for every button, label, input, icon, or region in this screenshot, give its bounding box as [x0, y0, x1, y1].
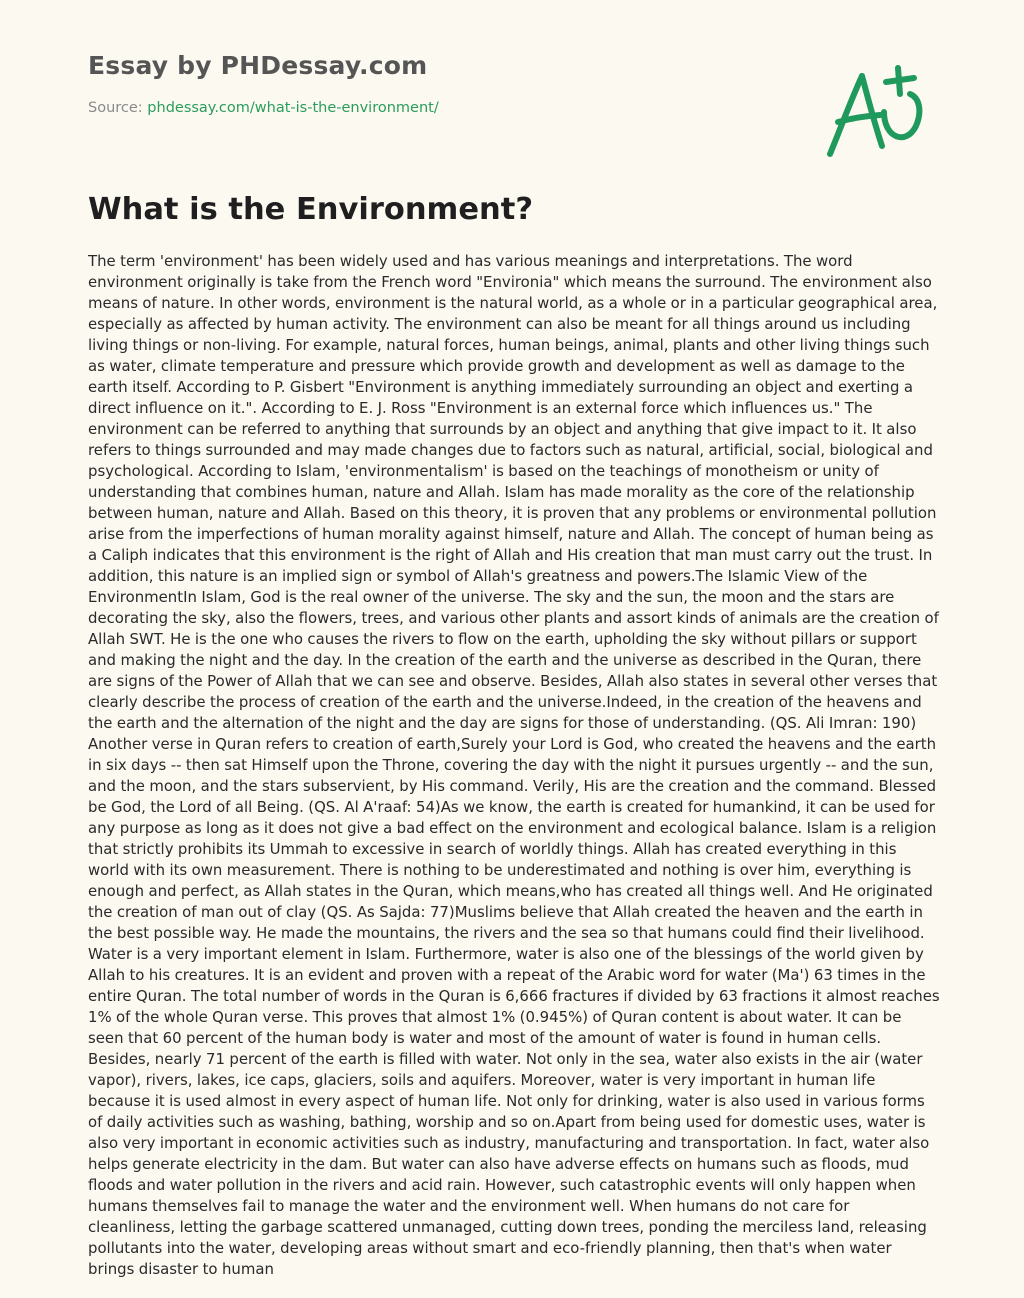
page-header — [88, 48, 788, 118]
a-plus-grade-icon — [822, 60, 932, 160]
source-label: Source: — [88, 100, 143, 116]
source-link[interactable]: phdessay.com/what-is-the-environment/ — [147, 100, 439, 116]
site-title: Essay by PHDessay.com — [88, 51, 428, 80]
article-title: What is the Environment? — [88, 192, 534, 227]
source-line — [88, 98, 788, 118]
article-body: The term 'environment' has been widely used and has various meanings and interpretations. The word environment originally is take from the French word "Environia" which means the surround. The environment also means of nature. In other words, environment is the natural world, as a whole or in a particular geographical area, especially as affected by human activity. The environment can also be meant for all things around us including living things or non-living. For example, natural forces, human beings, animal, plants and other living things such as water, climate temperature and pressure which provide growth and development as well as damage to the earth itself. According to P. Gisbert "Environment is anything immediately surrounding an object and exerting a direct influence on it.". According to E. J. Ross "Environment is an external force which influences us." The environment can be referred to anything that surrounds by an object and anything that give impact to it. It also refers to things surrounded and may made changes due to factors such as natural, artificial, social, biological and psychological. According to Islam, 'environmentalism' is based on the teachings of monotheism or unity of understanding that combines human, nature and Allah. Islam has made morality as the core of the relationship between human, nature and Allah. Based on this theory, it is proven that any problems or environmental pollution arise from the imperfections of human morality against himself, nature and Allah. The concept of human being as a Caliph indicates that this environment is the right of Allah and His creation that man must carry out the trust. In addition, this nature is an implied sign or symbol of Allah's greatness and powers.The Islamic View of the EnvironmentIn Islam, God is the real owner of the universe. The sky and the sun, the moon and the stars are decorating the sky, also the flowers, trees, and various other plants and assort kinds of animals are the creation of Allah SWT. He is the one who causes the rivers to flow on the earth, upholding the sky without pillars or support and making the night and the day. In the creation of the earth and the universe as described in the Quran, there are signs of the Power of Allah that we can see and observe. Besides, Allah also states in several other verses that clearly describe the process of creation of the earth and the universe.Indeed, in the creation of the heavens and the earth and the alternation of the night and the day are signs for those of understanding. (QS. Ali Imran: 190) Another verse in Quran refers to creation of earth,Surely your Lord is God, who created the heavens and the earth in six days -- then sat Himself upon the Throne, covering the day with the night it pursues urgently -- and the sun, and the moon, and the stars subservient, by His command. Verily, His are the creation and the command. Blessed be God, the Lord of all Being. (QS. Al A'raaf: 54)As we know, the earth is created for humankind, it can be used for any purpose as long as it does not give a bad effect on the environment and ecological balance. Islam is a religion that strictly prohibits its Ummah to excessive in search of worldly things. Allah has created everything in this world with its own measurement. There is nothing to be underestimated and nothing is over him, everything is enough and perfect, as Allah states in the Quran, which means,who has created all things well. And He originated the creation of man out of clay (QS. As Sajda: 77)Muslims believe that Allah created the heaven and the earth in the best possible way. He made the mountains, the rivers and the sea so that humans could find their livelihood. Water is a very important element in Islam. Furthermore, water is also one of the blessings of the world given by Allah to his creatures. It is an evident and proven with a repeat of the Arabic word for water (Ma') 63 times in the entire Quran. The total number of words in the Quran is 6,666 fractures if divided by 63 fractions it almost reaches 1% of the whole Quran verse. This proves that almost 1% (0.945%) of Quran content is about water. It can be seen that 60 percent of the human body is water and most of the amount of water is found in human cells. Besides, nearly 71 percent of the earth is filled with water. Not only in the sea, water also exists in the air (water vapor), rivers, lakes, ice caps, glaciers, soils and aquifers. Moreover, water is very important in human life because it is used almost in every aspect of human life. Not only for drinking, water is also used in various forms of daily activities such as washing, bathing, worship and so on.Apart from being used for domestic uses, water is also very important in economic activities such as industry, manufacturing and transportation. In fact, water also helps generate electricity in the dam. But water can also have adverse effects on humans such as floods, mud floods and water pollution in the rivers and acid rain. However, such catastrophic events will only happen when humans themselves fail to manage the water and the environment well. When humans do not care for cleanliness, letting the garbage scattered unmanaged, cutting down trees, ponding the merciless land, releasing pollutants into the water, developing areas without smart and eco-friendly planning, then that's when water brings disaster to human — [88, 252, 940, 1278]
